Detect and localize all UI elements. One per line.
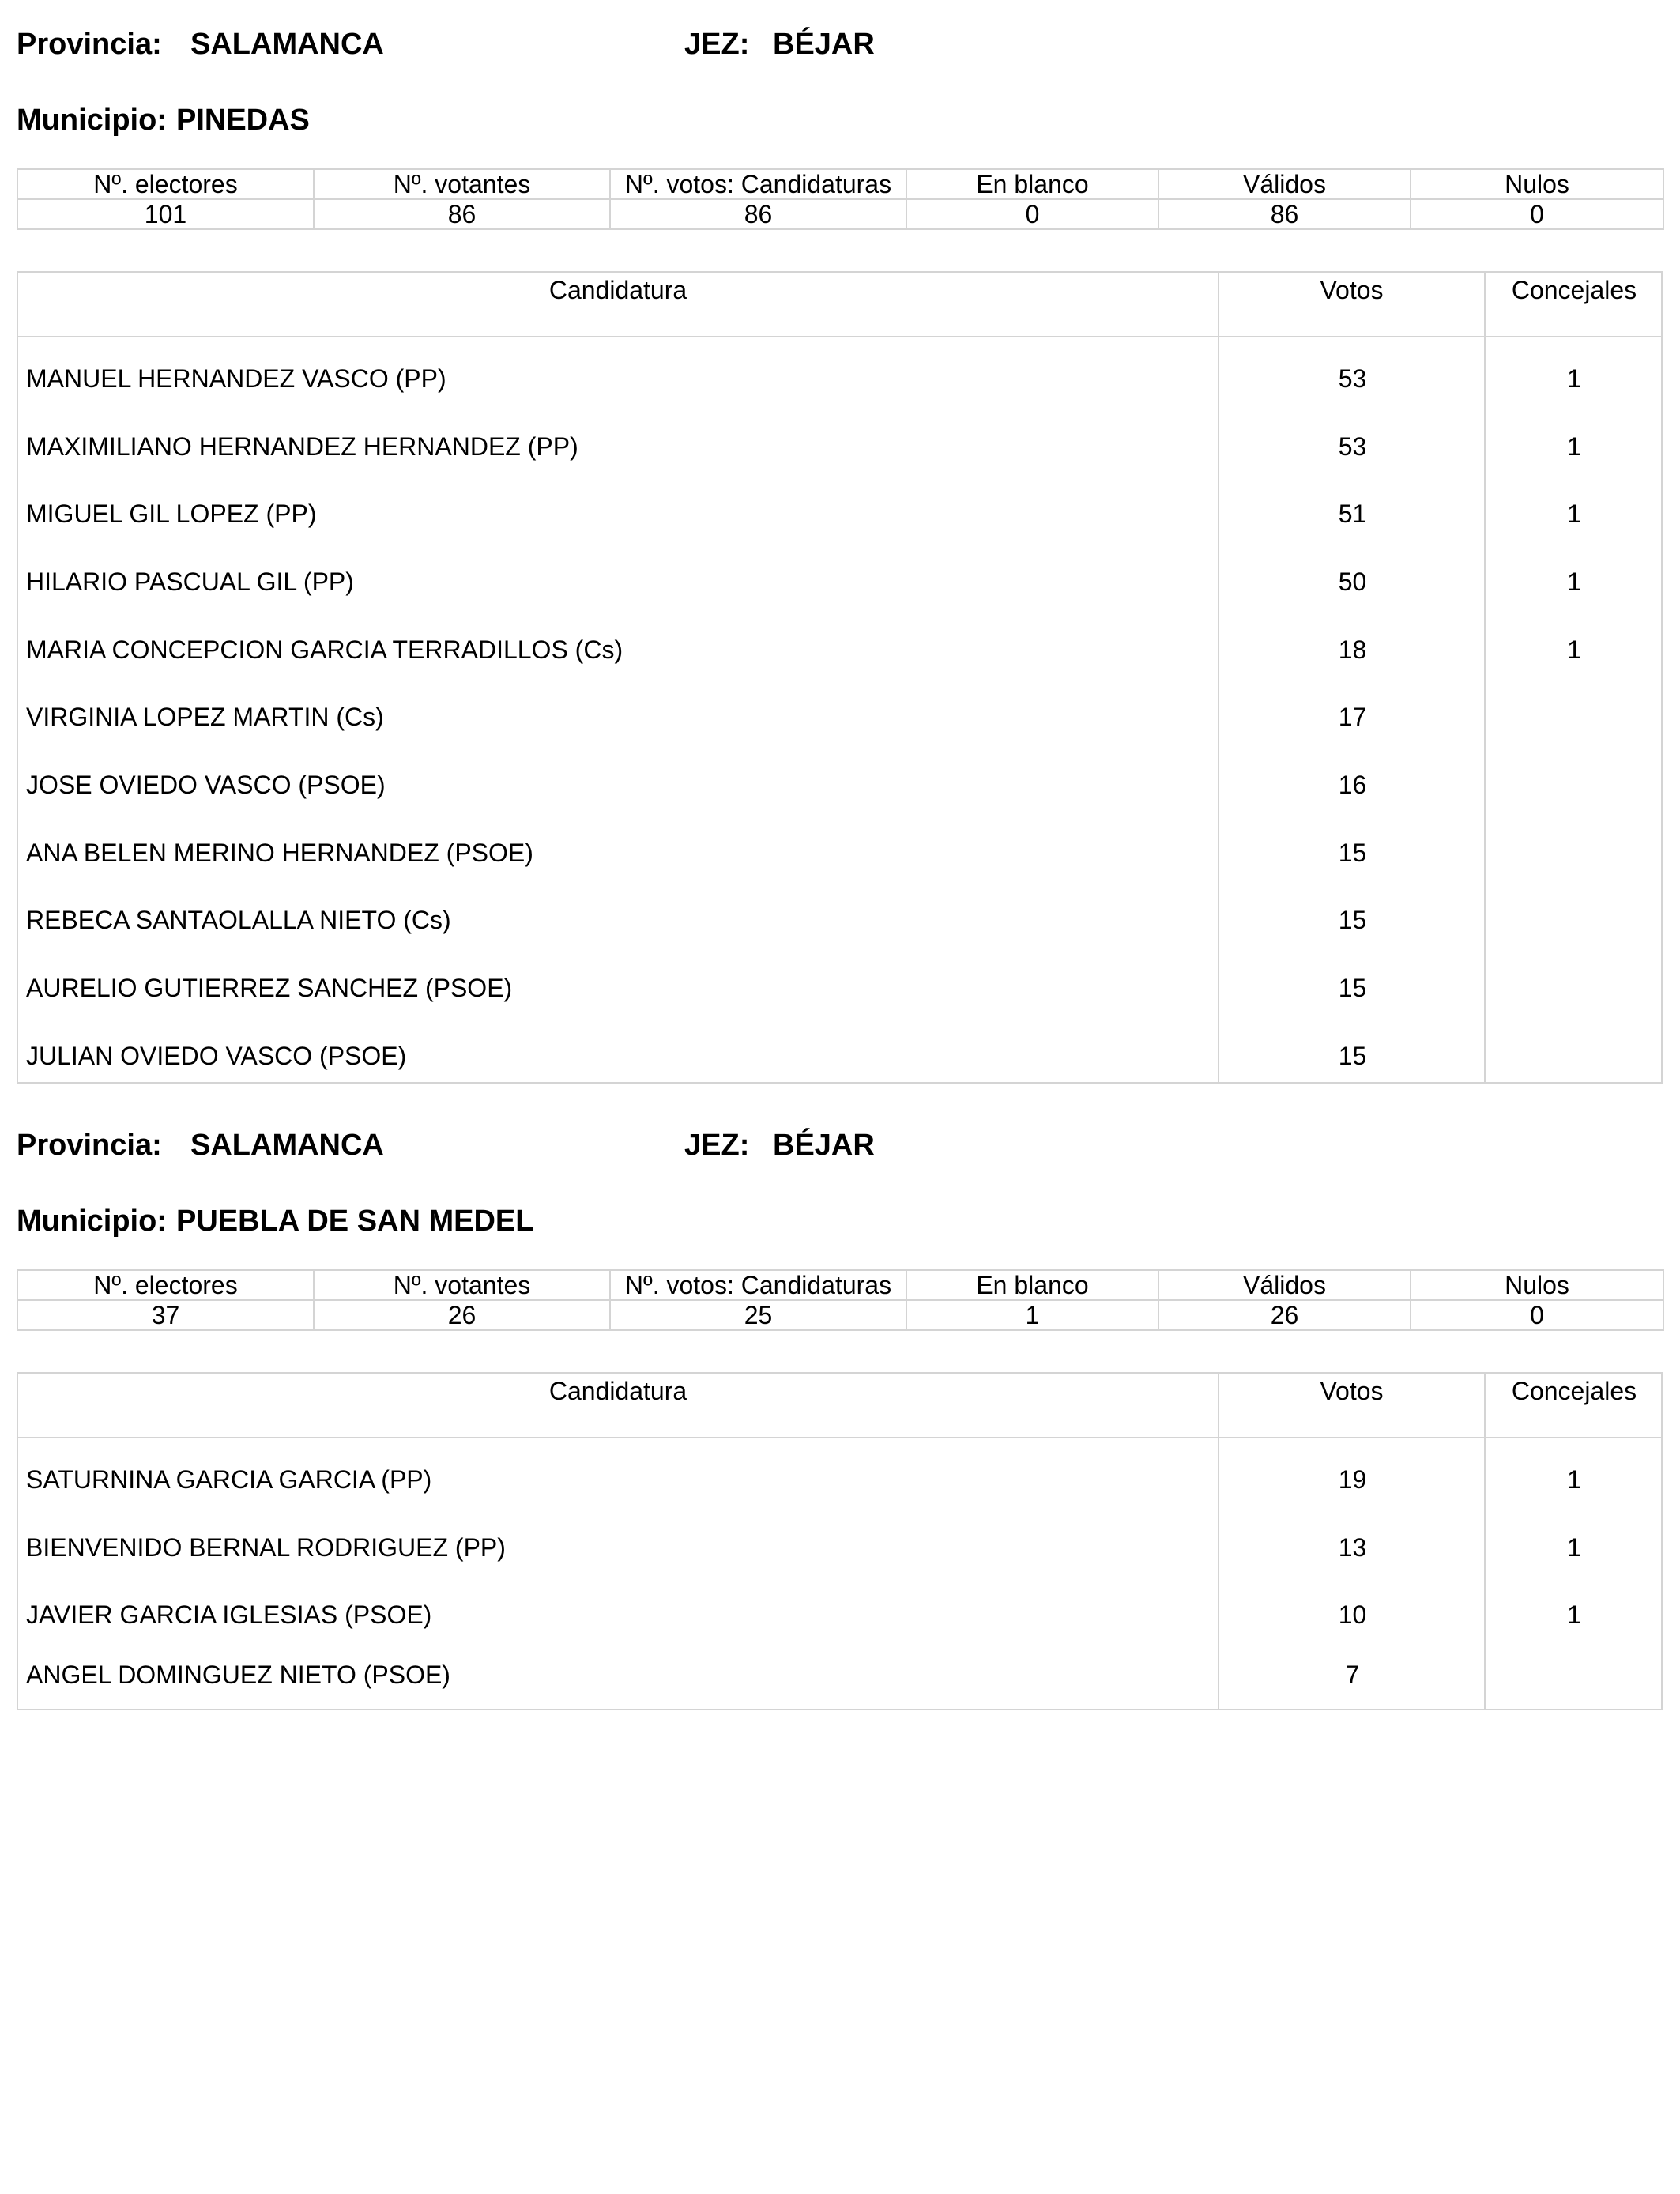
- summary-table: [17, 168, 1664, 230]
- candidate-name: SATURNINA GARCIA GARCIA (PP): [26, 1465, 432, 1494]
- candidate-row: [18, 548, 1661, 616]
- candidate-row: [18, 1514, 1661, 1581]
- candidate-concejales: [1486, 683, 1663, 751]
- summary-value-row: [17, 1300, 1663, 1330]
- summary-value-votos-candidaturas: 25: [610, 1300, 906, 1330]
- summary-table: [17, 1269, 1664, 1331]
- candidate-row: [18, 683, 1661, 751]
- candidate-votes: 17: [1338, 703, 1367, 731]
- candidate-row: [18, 1446, 1661, 1514]
- municipio-value: PINEDAS: [175, 104, 310, 137]
- candidate-name: JULIAN OVIEDO VASCO (PSOE): [26, 1042, 407, 1070]
- candidate-name: REBECA SANTAOLALLA NIETO (Cs): [26, 906, 451, 934]
- summary-value-nulos: 0: [1411, 1300, 1663, 1330]
- summary-header-validos: Válidos: [1158, 169, 1411, 199]
- summary-value-electores: 37: [17, 1300, 314, 1330]
- municipio-label: Municipio:: [17, 104, 167, 137]
- cand-header-concejales: Concejales: [1511, 1377, 1637, 1405]
- summary-value-votantes: 86: [314, 199, 610, 229]
- summary-value-nulos: 0: [1411, 199, 1663, 229]
- candidate-name: HILARIO PASCUAL GIL (PP): [26, 567, 354, 596]
- candidate-votes: 50: [1338, 567, 1367, 596]
- candidate-row: [18, 1581, 1661, 1649]
- candidate-concejales: 1: [1567, 635, 1581, 664]
- candidate-votes: 10: [1338, 1600, 1367, 1629]
- provincia-label: Provincia:: [17, 1129, 162, 1162]
- candidate-row: [18, 413, 1661, 481]
- candidates-table: [17, 1372, 1663, 1710]
- summary-value-votantes: 26: [314, 1300, 610, 1330]
- cand-header-votos: Votos: [1320, 1377, 1384, 1405]
- municipio-label: Municipio:: [17, 1204, 167, 1238]
- summary-header-electores: Nº. electores: [17, 1270, 314, 1300]
- candidate-concejales: [1486, 1022, 1663, 1090]
- summary-header-votantes: Nº. votantes: [314, 1270, 610, 1300]
- candidate-row: [18, 751, 1661, 819]
- candidate-row: [18, 345, 1661, 413]
- candidate-votes: 51: [1338, 499, 1367, 528]
- candidate-name: JOSE OVIEDO VASCO (PSOE): [26, 771, 386, 799]
- candidate-votes: 15: [1338, 839, 1367, 867]
- candidate-row: [18, 480, 1661, 548]
- candidate-votes: 16: [1338, 771, 1367, 799]
- candidate-name: JAVIER GARCIA IGLESIAS (PSOE): [26, 1600, 432, 1629]
- jez-value: BÉJAR: [773, 28, 875, 61]
- summary-value-validos: 26: [1158, 1300, 1411, 1330]
- candidate-votes: 18: [1338, 635, 1367, 664]
- cand-header-candidatura: Candidatura: [548, 276, 687, 304]
- candidate-row: [18, 819, 1661, 887]
- candidate-votes: 53: [1338, 364, 1367, 393]
- candidate-name: ANA BELEN MERINO HERNANDEZ (PSOE): [26, 839, 533, 867]
- candidates-table: [17, 271, 1663, 1084]
- candidate-concejales: 1: [1567, 1600, 1581, 1629]
- summary-header-electores: Nº. electores: [17, 169, 314, 199]
- summary-header-validos: Válidos: [1158, 1270, 1411, 1300]
- candidate-row: [18, 1022, 1661, 1090]
- candidate-concejales: [1486, 954, 1663, 1022]
- jez-label: JEZ:: [684, 1129, 750, 1162]
- cand-header-votos: Votos: [1320, 276, 1384, 304]
- candidate-votes: 53: [1338, 432, 1367, 461]
- provincia-value: SALAMANCA: [190, 28, 384, 61]
- candidate-row: [18, 1641, 1661, 1709]
- candidate-concejales: [1486, 886, 1663, 954]
- summary-header-votantes: Nº. votantes: [314, 169, 610, 199]
- municipio-heading: [17, 100, 310, 140]
- summary-header-row: [17, 1270, 1663, 1300]
- candidate-name: MARIA CONCEPCION GARCIA TERRADILLOS (Cs): [26, 635, 623, 664]
- summary-header-nulos: Nulos: [1411, 1270, 1663, 1300]
- summary-header-nulos: Nulos: [1411, 169, 1663, 199]
- candidate-row: [18, 886, 1661, 954]
- cand-header-concejales: Concejales: [1511, 276, 1637, 304]
- summary-header-en-blanco: En blanco: [906, 1270, 1158, 1300]
- candidate-name: ANGEL DOMINGUEZ NIETO (PSOE): [26, 1661, 450, 1689]
- candidate-concejales: [1486, 819, 1663, 887]
- summary-value-en-blanco: 0: [906, 199, 1158, 229]
- candidate-row: [18, 616, 1661, 684]
- summary-value-electores: 101: [17, 199, 314, 229]
- candidate-name: MANUEL HERNANDEZ VASCO (PP): [26, 364, 446, 393]
- provincia-label: Provincia:: [17, 28, 162, 61]
- summary-value-row: [17, 199, 1663, 229]
- candidate-name: VIRGINIA LOPEZ MARTIN (Cs): [26, 703, 384, 731]
- candidate-concejales: 1: [1567, 1533, 1581, 1562]
- jez-label: JEZ:: [684, 28, 750, 61]
- candidate-votes: 15: [1338, 1042, 1367, 1070]
- summary-header-votos-candidaturas: Nº. votos: Candidaturas: [610, 169, 906, 199]
- candidate-concejales: [1486, 1641, 1663, 1709]
- candidate-name: MAXIMILIANO HERNANDEZ HERNANDEZ (PP): [26, 432, 578, 461]
- municipio-value: PUEBLA DE SAN MEDEL: [175, 1204, 534, 1238]
- summary-header-votos-candidaturas: Nº. votos: Candidaturas: [610, 1270, 906, 1300]
- summary-value-votos-candidaturas: 86: [610, 199, 906, 229]
- candidate-votes: 15: [1338, 974, 1367, 1002]
- candidate-concejales: 1: [1567, 499, 1581, 528]
- cand-header-candidatura: Candidatura: [548, 1377, 687, 1405]
- summary-value-validos: 86: [1158, 199, 1411, 229]
- candidate-concejales: 1: [1567, 567, 1581, 596]
- candidate-concejales: 1: [1567, 432, 1581, 461]
- summary-header-en-blanco: En blanco: [906, 169, 1158, 199]
- candidate-name: BIENVENIDO BERNAL RODRIGUEZ (PP): [26, 1533, 506, 1562]
- candidate-votes: 15: [1338, 906, 1367, 934]
- summary-header-row: [17, 169, 1663, 199]
- provincia-value: SALAMANCA: [190, 1129, 384, 1162]
- candidate-votes: 19: [1338, 1465, 1367, 1494]
- candidate-concejales: 1: [1567, 1465, 1581, 1494]
- candidate-concejales: 1: [1567, 364, 1581, 393]
- candidate-concejales: [1486, 751, 1663, 819]
- candidate-votes: 13: [1338, 1533, 1367, 1562]
- candidate-name: MIGUEL GIL LOPEZ (PP): [26, 499, 317, 528]
- candidate-name: AURELIO GUTIERREZ SANCHEZ (PSOE): [26, 974, 513, 1002]
- jez-value: BÉJAR: [773, 1129, 875, 1162]
- candidate-votes: 7: [1345, 1661, 1360, 1689]
- summary-value-en-blanco: 1: [906, 1300, 1158, 1330]
- municipio-heading: [17, 1201, 533, 1241]
- candidate-row: [18, 954, 1661, 1022]
